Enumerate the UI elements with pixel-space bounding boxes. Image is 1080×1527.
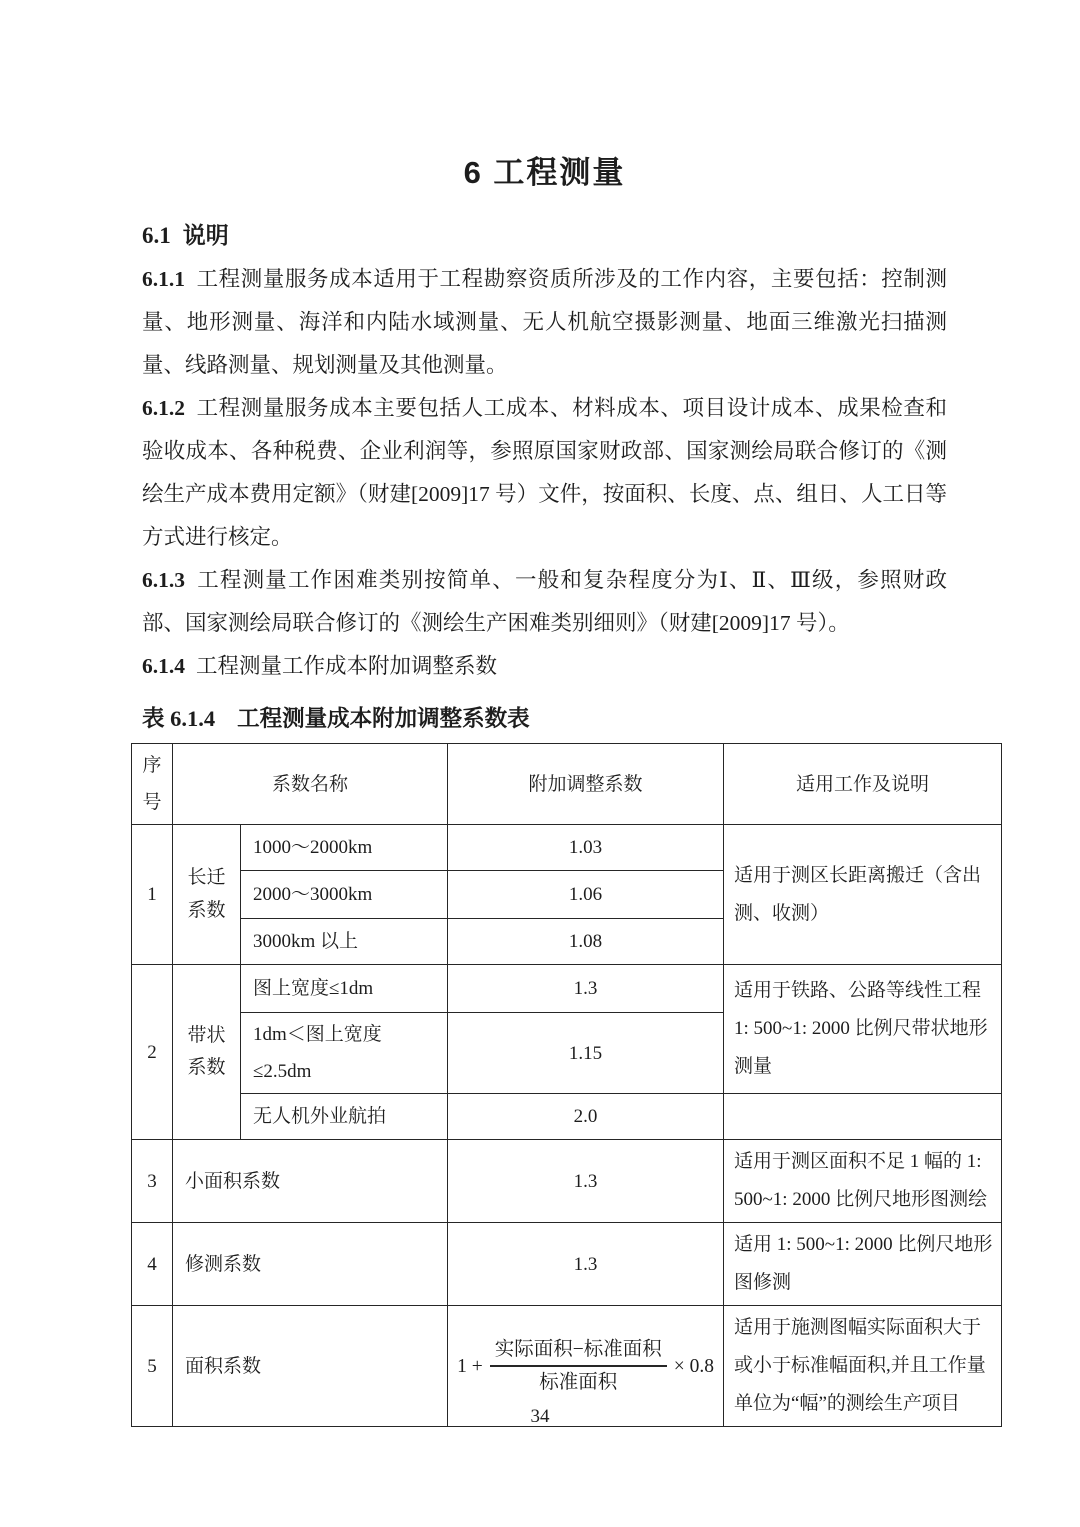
- cell-coefficient: 1.3: [448, 965, 724, 1013]
- cell-coefficient: 2.0: [448, 1094, 724, 1140]
- doc-title: 6 工程测量: [463, 155, 626, 190]
- table-row: [132, 1094, 1002, 1140]
- table-header-row: [132, 744, 1002, 825]
- cell-coefficient: 1.3: [448, 1140, 724, 1223]
- cell-criteria: 1000～2000km: [241, 825, 448, 871]
- col-header-usage: 适用工作及说明: [724, 744, 1002, 825]
- section-title: 说明: [182, 223, 229, 248]
- cell-usage: 适用于测区长距离搬迁（含出测、收测）: [724, 825, 1002, 965]
- col-header-coef: 附加调整系数: [448, 744, 724, 825]
- formula-suffix: × 0.8: [673, 1355, 714, 1377]
- table-row: [132, 825, 1002, 871]
- paragraph-number: 6.1.1: [142, 267, 185, 291]
- page-content: [142, 0, 993, 1427]
- paragraph-text: 工程测量工作困难类别按简单、一般和复杂程度分为Ⅰ、Ⅱ、Ⅲ级，参照财政部、国家测绘局联合修订的《测绘生产困难类别细则》（财建[2009]17 号）。: [142, 568, 947, 635]
- cell-group-name: 带状系数: [173, 965, 241, 1140]
- cell-index: 2: [132, 965, 173, 1140]
- cell-usage: 适用 1: 500~1: 2000 比例尺地形图修测: [724, 1223, 1002, 1306]
- cell-usage: 适用于测区面积不足 1 幅的 1: 500~1: 2000 比例尺地形图测绘: [724, 1140, 1002, 1223]
- paragraph-6-1-4: [142, 645, 947, 688]
- cell-coefficient: 1.03: [448, 825, 724, 871]
- cell-index: 3: [132, 1140, 173, 1223]
- col-header-name: 系数名称: [173, 744, 448, 825]
- fraction-numerator: 实际面积−标准面积: [490, 1337, 667, 1367]
- cell-index: 1: [132, 825, 173, 965]
- cell-coefficient: 1.06: [448, 871, 724, 919]
- cell-usage-empty: [724, 1094, 1002, 1140]
- fraction-denominator: 标准面积: [539, 1372, 618, 1394]
- cell-index: 5: [132, 1306, 173, 1427]
- section-number: 6.1: [142, 223, 171, 248]
- paragraph-text: 工程测量工作成本附加调整系数: [196, 654, 498, 678]
- coefficient-table: [131, 743, 1002, 1427]
- cell-criteria: 2000～3000km: [241, 871, 448, 919]
- cell-usage: 适用于铁路、公路等线性工程 1: 500~1: 2000 比例尺带状地形测量: [724, 965, 1002, 1094]
- table-caption-label: 表 6.1.4: [142, 706, 216, 731]
- area-coefficient-formula: [456, 1337, 715, 1396]
- cell-criteria: 3000km 以上: [241, 919, 448, 965]
- paragraph-6-1-1: [142, 258, 947, 387]
- paragraph-text: 工程测量服务成本主要包括人工成本、材料成本、项目设计成本、成果检查和验收成本、各种税费、企业利润等，参照原国家财政部、国家测绘局联合修订的《测绘生产成本费用定额》（财建[2009]17 号）文件，按面积、长度、点、组日、人工日等方式进行核定。: [142, 396, 947, 549]
- table-caption-title: 工程测量成本附加调整系数表: [237, 706, 530, 731]
- section-heading-6-1: [142, 220, 947, 252]
- table-row: [132, 1140, 1002, 1223]
- col-header-index: 序号: [132, 744, 173, 825]
- formula-fraction: [490, 1337, 667, 1396]
- cell-name: 面积系数: [173, 1306, 448, 1427]
- table-row: [132, 965, 1002, 1013]
- cell-criteria: 图上宽度≤1dm: [241, 965, 448, 1013]
- table-row: [132, 1223, 1002, 1306]
- cell-coefficient: 1.08: [448, 919, 724, 965]
- paragraph-number: 6.1.4: [142, 654, 185, 678]
- formula-prefix: 1 +: [457, 1355, 483, 1377]
- table-caption: [142, 704, 947, 734]
- cell-name: 修测系数: [173, 1223, 448, 1306]
- cell-coefficient: 1.15: [448, 1013, 724, 1094]
- paragraph-number: 6.1.2: [142, 396, 185, 420]
- cell-coefficient: 1.3: [448, 1223, 724, 1306]
- cell-usage: 适用于施测图幅实际面积大于或小于标准幅面积,并且工作量单位为“幅”的测绘生产项目: [724, 1306, 1002, 1427]
- paragraph-6-1-3: [142, 559, 947, 645]
- cell-criteria: 无人机外业航拍: [241, 1094, 448, 1140]
- cell-index: 4: [132, 1223, 173, 1306]
- page-number: 34: [530, 1406, 550, 1427]
- cell-group-name: 长迁系数: [173, 825, 241, 965]
- paragraph-text: 工程测量服务成本适用于工程勘察资质所涉及的工作内容，主要包括：控制测量、地形测量、海洋和内陆水域测量、无人机航空摄影测量、地面三维激光扫描测量、线路测量、规划测量及其他测量。: [142, 267, 947, 377]
- paragraph-6-1-2: [142, 387, 947, 559]
- cell-name: 小面积系数: [173, 1140, 448, 1223]
- cell-criteria: 1dm＜图上宽度≤2.5dm: [241, 1013, 448, 1094]
- paragraph-number: 6.1.3: [142, 568, 185, 592]
